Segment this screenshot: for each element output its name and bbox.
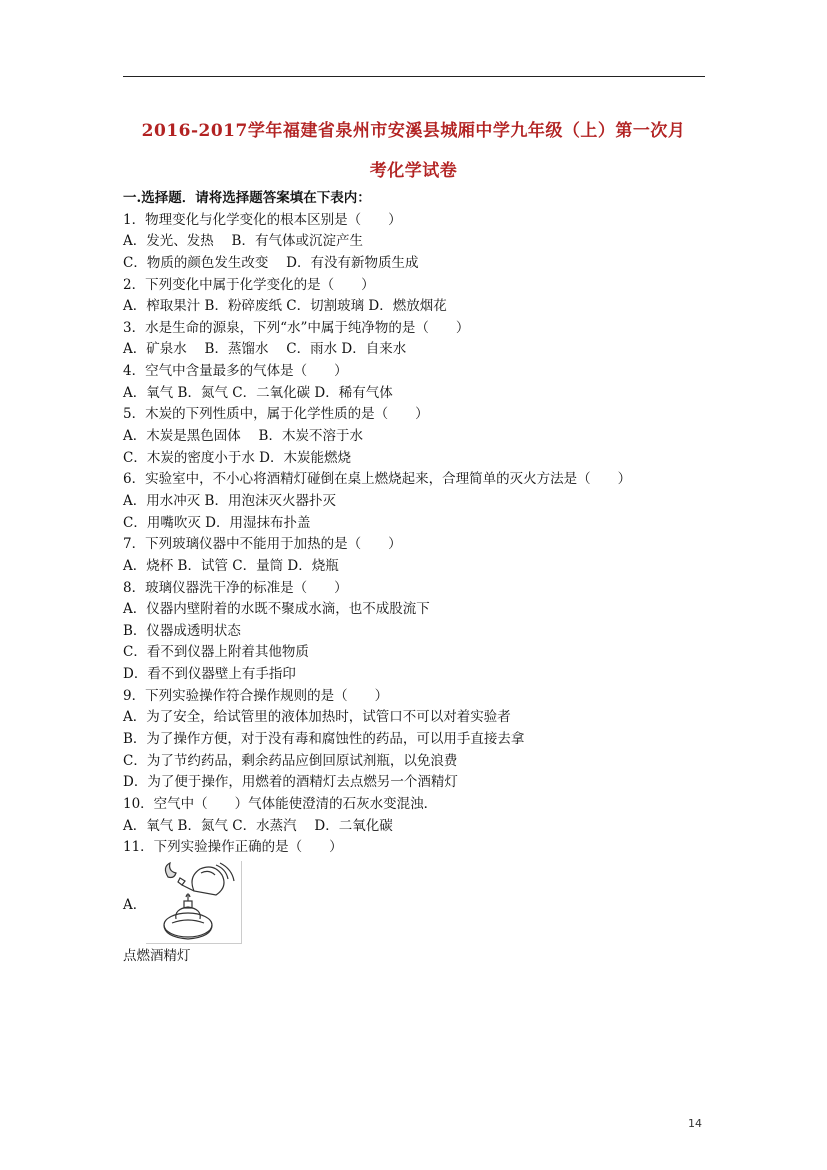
question-line: A．仪器内壁附着的水既不聚成水滴，也不成股流下 — [123, 601, 430, 618]
question-line: B．仪器成透明状态 — [123, 622, 241, 639]
document-title-line-1: 2016-2017学年福建省泉州市安溪县城厢中学九年级（上）第一次月 — [141, 121, 686, 141]
question-line: A．榨取果汁 B．粉碎废纸 C．切割玻璃 D．燃放烟花 — [123, 298, 447, 315]
question-line: B．为了操作方便，对于没有毒和腐蚀性的药品，可以用手直接去拿 — [123, 731, 525, 748]
question-line: C．物质的颜色发生改变 D．有没有新物质生成 — [123, 254, 419, 271]
document-title-line-2: 考化学试卷 — [369, 161, 458, 181]
question-line: 2．下列变化中属于化学变化的是（ ） — [123, 276, 375, 293]
question-line: A．为了安全，给试管里的液体加热时，试管口不可以对着实验者 — [123, 709, 511, 726]
question-lines — [123, 210, 723, 859]
question-line: 3．水是生命的源泉，下列“水”中属于纯净物的是（ ） — [123, 319, 470, 336]
question-11-figure — [123, 859, 723, 945]
question-line: A．用水冲灭 B．用泡沫灭火器扑灭 — [123, 492, 336, 509]
question-line: C．看不到仪器上附着其他物质 — [123, 644, 309, 661]
header-rule — [123, 76, 705, 77]
figure-caption: 点燃酒精灯 — [123, 947, 191, 964]
page-number: 14 — [688, 1117, 702, 1130]
question-line: A．矿泉水 B．蒸馏水 C．雨水 D．自来水 — [123, 341, 407, 358]
question-line: 9．下列实验操作符合操作规则的是（ ） — [123, 687, 389, 704]
alcohol-lamp-lighting-image — [146, 861, 242, 944]
question-line: 7．下列玻璃仪器中不能用于加热的是（ ） — [123, 536, 402, 553]
question-line: 8．玻璃仪器洗干净的标准是（ ） — [123, 579, 348, 596]
question-line: 1．物理变化与化学变化的根本区别是（ ） — [123, 211, 402, 228]
question-line: A．氧气 B．氮气 C．水蒸汽 D．二氧化碳 — [123, 817, 393, 834]
question-line: A．烧杯 B．试管 C．量筒 D．烧瓶 — [123, 557, 339, 574]
section-heading: 一.选择题．请将选择题答案填在下表内： — [123, 190, 371, 206]
question-line: 5．木炭的下列性质中，属于化学性质的是（ ） — [123, 406, 429, 423]
question-line: 4．空气中含量最多的气体是（ ） — [123, 363, 348, 380]
option-a-label: A． — [123, 896, 147, 913]
question-line: D．为了便于操作，用燃着的酒精灯去点燃另一个酒精灯 — [123, 774, 458, 791]
question-line: A．发光、发热 B．有气体或沉淀产生 — [123, 233, 363, 250]
question-line: C．用嘴吹灭 D．用湿抹布扑盖 — [123, 514, 311, 531]
question-line: A．氧气 B．氮气 C．二氧化碳 D．稀有气体 — [123, 384, 393, 401]
question-line: C．为了节约药品，剩余药品应倒回原试剂瓶，以免浪费 — [123, 752, 458, 769]
question-line: 11．下列实验操作正确的是（ ） — [123, 839, 343, 856]
question-line: A．木炭是黑色固体 B．木炭不溶于水 — [123, 428, 363, 445]
question-line: D．看不到仪器壁上有手指印 — [123, 666, 296, 683]
question-line: 6．实验室中，不小心将酒精灯碰倒在桌上燃烧起来，合理简单的灭火方法是（ ） — [123, 471, 632, 488]
question-line: 10．空气中（ ）气体能使澄清的石灰水变混浊． — [123, 795, 438, 812]
question-body — [123, 188, 723, 967]
question-line: C．木炭的密度小于水 D．木炭能燃烧 — [123, 449, 351, 466]
